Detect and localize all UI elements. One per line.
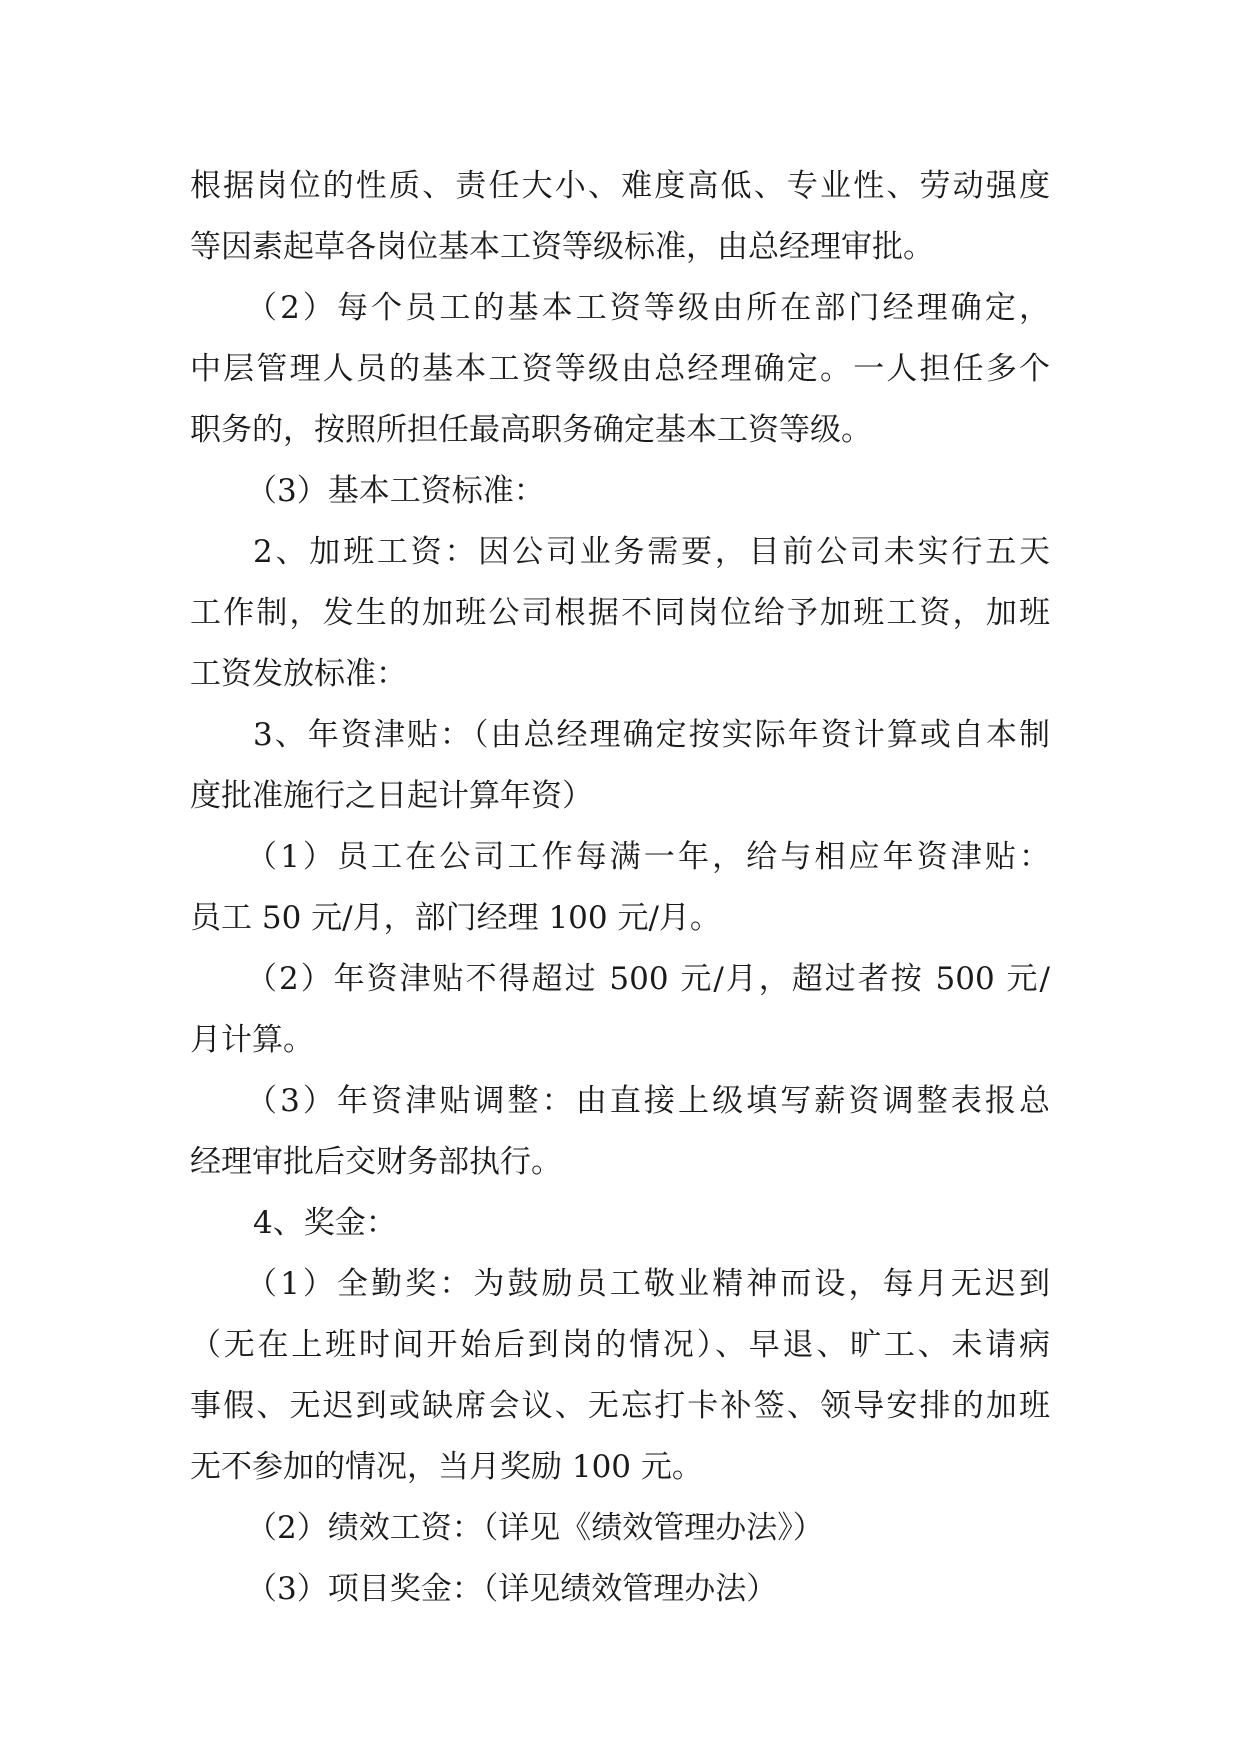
paragraph-line: 中层管理人员的基本工资等级由总经理确定。一人担任多个 bbox=[190, 351, 1050, 387]
paragraph-line: 工作制，发生的加班公司根据不同岗位给予加班工资，加班 bbox=[190, 595, 1050, 631]
paragraph-line: 事假、无迟到或缺席会议、无忘打卡补签、领导安排的加班 bbox=[190, 1388, 1050, 1424]
paragraph-line: 4、奖金： bbox=[253, 1205, 397, 1241]
paragraph-line: （3）项目奖金：（详见绩效管理办法） bbox=[246, 1571, 778, 1607]
paragraph-line: （3）年资津贴调整：由直接上级填写薪资调整表报总 bbox=[246, 1083, 1050, 1119]
paragraph-line: 等因素起草各岗位基本工资等级标准，由总经理审批。 bbox=[190, 229, 934, 265]
paragraph-line: 根据岗位的性质、责任大小、难度高低、专业性、劳动强度 bbox=[190, 168, 1050, 204]
paragraph-line: 职务的，按照所担任最高职务确定基本工资等级。 bbox=[190, 412, 872, 448]
paragraph-line: 3、年资津贴：（由总经理确定按实际年资计算或自本制 bbox=[253, 717, 1050, 753]
paragraph-line: （无在上班时间开始后到岗的情况）、早退、旷工、未请病 bbox=[190, 1327, 1050, 1363]
paragraph-line: （2）年资津贴不得超过 500 元/月，超过者按 500 元/ bbox=[246, 961, 1050, 997]
paragraph-line: 经理审批后交财务部执行。 bbox=[190, 1144, 562, 1180]
paragraph-line: （1）全勤奖：为鼓励员工敬业精神而设，每月无迟到 bbox=[246, 1266, 1050, 1302]
paragraph-line: （1）员工在公司工作每满一年，给与相应年资津贴： bbox=[246, 839, 1050, 875]
paragraph-line: 度批准施行之日起计算年资） bbox=[190, 778, 593, 814]
paragraph-line: （3）基本工资标准： bbox=[246, 473, 545, 509]
paragraph-line: 员工 50 元/月，部门经理 100 元/月。 bbox=[190, 900, 721, 936]
paragraph-line: 无不参加的情况，当月奖励 100 元。 bbox=[190, 1449, 703, 1485]
paragraph-line: （2）绩效工资：（详见《绩效管理办法》） bbox=[246, 1510, 824, 1546]
paragraph-line: 月计算。 bbox=[190, 1022, 314, 1058]
paragraph-line: 2、加班工资：因公司业务需要，目前公司未实行五天 bbox=[253, 534, 1050, 570]
paragraph-line: 工资发放标准： bbox=[190, 656, 407, 692]
paragraph-line: （2）每个员工的基本工资等级由所在部门经理确定， bbox=[246, 290, 1050, 326]
